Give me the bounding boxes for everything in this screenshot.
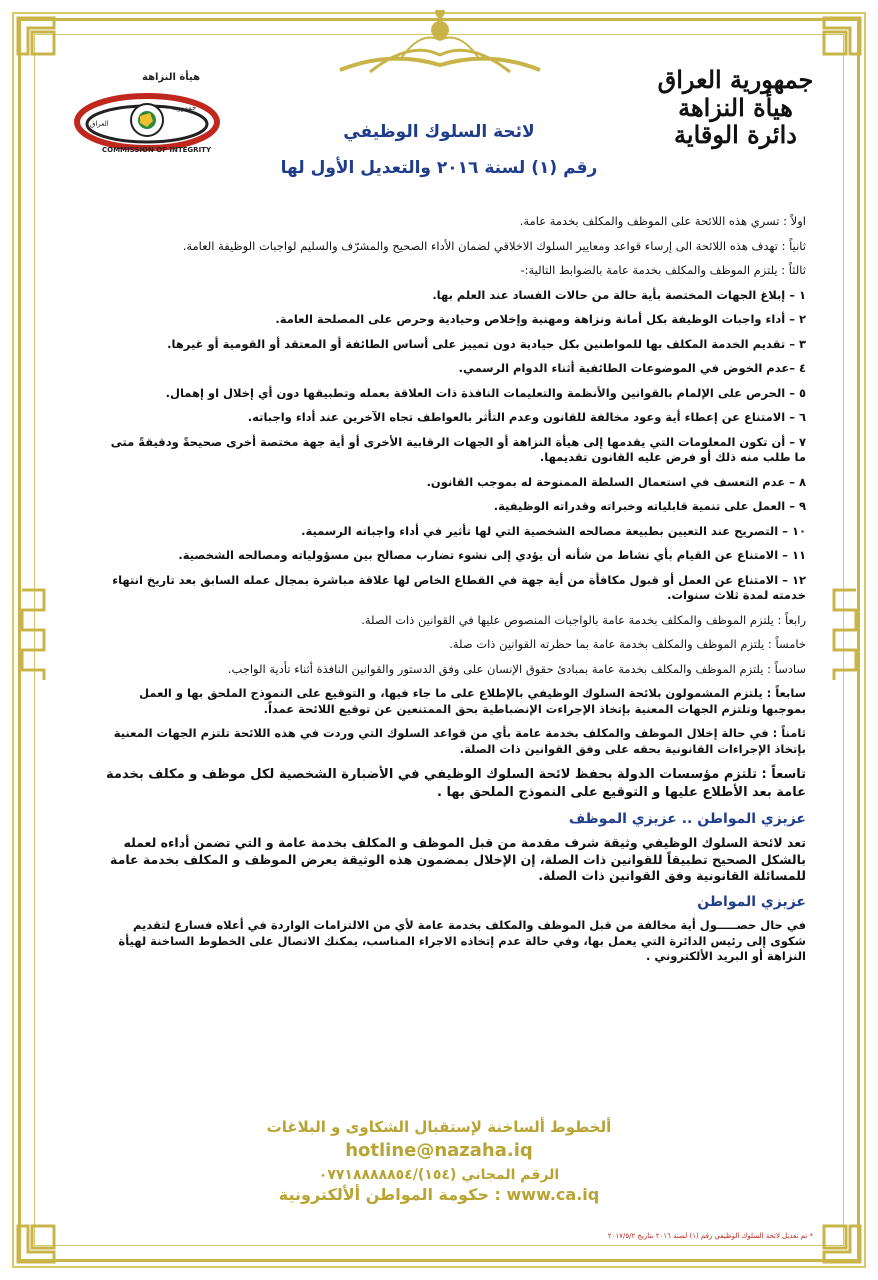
clause-first: اولاً : تسري هذه اللائحة على الموظف والمكلف بخدمة عامة.: [519, 214, 806, 228]
calligraphy-line-1: جمهورية العراق: [657, 65, 814, 94]
document-subtitle: رقم (١) لسنة ٢٠١٦ والتعديل الأول لها: [280, 158, 598, 178]
clause-sixth: سادساً : يلتزم الموظف والمكلف بخدمة عامة بمبادئ حقوق الإنسان على وفق الدستور والقوانين النافذة أثناء تأدية الواجب.: [227, 661, 806, 676]
employee-notice-heading: عزيزي المواطن .. عزيزي الموظف: [568, 811, 806, 828]
calligraphy-line-3: دائرة الوقاية: [674, 120, 797, 150]
logo-republic-text: جمهورية: [172, 104, 197, 112]
list-item: ٨ – عدم التعسف في استعمال السلطة الممنوحة له بموجب القانون.: [426, 474, 806, 489]
calligraphy-line-2: هيأة النزاهة: [678, 92, 793, 122]
free-number: الرقم المجاني (١٥٤)/٠٧٧١٨٨٨٨٨٥٤: [318, 1167, 560, 1183]
list-item: ٥ – الحرص على الإلمام بالقوانين والأنظمة والتعليمات النافذة ذات العلاقة بعمله وتطبيقها دون أي إخلال او إهمال.: [165, 385, 806, 400]
list-item: ١ – إبلاغ الجهات المختصة بأية حالة من حالات الفساد عند العلم بها.: [432, 287, 806, 302]
logo-iraq-text: العراق: [90, 120, 109, 128]
clause-third: ثالثاً : يلتزم الموظف والمكلف بخدمة عامة بالضوابط التالية:-: [520, 263, 806, 278]
hotlines-label: ألخطوط ألساخنة لإستقبال الشكاوى و البلاغات: [266, 1118, 612, 1136]
hotlines-block: [0, 1118, 878, 1204]
clause-second: ثانياً : تهدف هذه اللائحة الى إرساء قواعد ومعايير السلوك الاخلاقي لضمان الأداء الصحيح والمشرّف والسليم لواجبات الوظيفة العامة.: [182, 238, 806, 253]
citizen-notice-text: في حال حصـــــول أية مخالفة من قبل الموظف والمكلف بخدمة عامة لأي من الالتزامات الواردة في أعلاه فسارع لتقديم شكوى إلى رئيس الدائرة التي يعمل بها، وفي حالة عدم إتخاذه الاجراء المناسب، يمكنك الاتصال على الخطوط الساخنة لهيأة النزاهة أو البريد الألكتروني .: [118, 918, 806, 964]
integrity-commission-logo: [72, 72, 222, 167]
list-item: ٦ – الامتناع عن إعطاء أية وعود مخالفة للقانون وعدم التأثر بالعواطف تجاه الآخرين عند أداء واجباته.: [247, 410, 806, 425]
egov-website[interactable]: حكومة المواطن ألألكترونية : www.ca.iq: [278, 1185, 600, 1204]
corner-ornament-top-right: [820, 14, 864, 58]
corner-ornament-top-left: [14, 14, 58, 58]
clause-fifth: خامساً : يلتزم الموظف والمكلف بخدمة عامة بما حظرته القوانين ذات صلة.: [449, 637, 806, 652]
list-item: ١٢ – الامتناع عن العمل أو قبول مكافأة من أية جهة في القطاع الخاص لها علاقة مباشرة بمجال عمله السابق بعد تاريخ انتهاء خدمته لمدة ثلاث سنوات.: [112, 572, 806, 603]
logo-english-text: COMMISSION OF INTEGRITY: [102, 146, 212, 154]
list-item: ٣ – تقديم الخدمة المكلف بها للمواطنين بكل حيادية دون تمييز على أساس الطائفة أو المعتقد أو القومية أو غيرها.: [167, 336, 806, 351]
clause-seventh: سابعاً : يلتزم المشمولون بلائحة السلوك الوظيفي بالإطلاع على ما جاء فيها، و التوقيع على النموذج الملحق بها و العمل بموجبها وتلتزم الجهات المعنية بإتخاذ الإجراءت الإنضباطية بحق الممتنعين عن توقيع اللائحة عمداً.: [139, 686, 806, 716]
clause-fourth: رابعاً : يلتزم الموظف والمكلف بخدمة عامة بالواجبات المنصوص عليها في القوانين ذات الصلة.: [361, 612, 806, 627]
list-item: ٧ – أن تكون المعلومات التي يقدمها إلى هيأة النزاهة أو الجهات الرقابية الأخرى أو أية جهة مختصة أخرى صحيحةً ودقيقةً متى ما طلب منه ذلك أو فرض عليه القانون تقديمها.: [110, 434, 806, 465]
document-body: [100, 214, 806, 974]
list-item: ١١ – الامتناع عن القيام بأي نشاط من شأنه أن يؤدي إلى نشوء تضارب مصالح بين مسؤولياته ومصالحه الشخصية.: [178, 548, 806, 563]
side-ornament-left: [18, 580, 48, 690]
corner-ornament-bottom-left: [14, 1222, 58, 1266]
employee-notice-text: تعد لائحة السلوك الوظيفي وثيقة شرف مقدمة من قبل الموظف و المكلف بخدمة عامة و التي تضمن أداءه لعمله بالشكل الصحيح تطبيقاً للقوانين ذات الصلة، إن الإخلال بمضمون هذه الوثيقة يعرض الموظف و المكلف بخدمة عامة للمسائلة القانونية وفق القوانين ذات الصلة.: [110, 835, 806, 883]
logo-org-name: هيأة النزاهة: [142, 72, 201, 83]
clause-ninth: تاسعاً : تلتزم مؤسسات الدولة بحفظ لائحة السلوك الوظيفي في الأضبارة الشخصية لكل موظف و مكلف بخدمة عامة بعد الأطلاع عليها و التوقيع على النموذج الملحق بها .: [106, 767, 806, 800]
hotline-email[interactable]: hotline@nazaha.iq: [345, 1140, 533, 1161]
document-title: لائحة السلوك الوظيفي: [343, 122, 535, 142]
top-ornament: [330, 10, 550, 80]
list-item: ٩ – العمل على تنمية قابلياته وخبراته وقدراته الوظيفية.: [493, 499, 806, 514]
side-ornament-right: [830, 580, 860, 690]
amendment-footnote: * تم تعديل لائحة السلوك الوظيفي رقم (١) لسنة ٢٠١٦ بتاريخ ٢٠١٧/٥/٢: [607, 1232, 813, 1240]
corner-ornament-bottom-right: [820, 1222, 864, 1266]
list-item: ٢ – أداء واجبات الوظيفة بكل أمانة ونزاهة ومهنية وإخلاص وحيادية وحرص على المصلحة العامة.: [275, 312, 806, 327]
list-item: ٤ –عدم الخوض في الموضوعات الطائفية أثناء الدوام الرسمي.: [458, 361, 806, 376]
list-item: ١٠ – التصريح عند التعيين بطبيعة مصالحه الشخصية التي لها تأثير في أداء واجباته الرسمية.: [301, 523, 806, 538]
clause-eighth: ثامناً : في حالة إخلال الموظف والمكلف بخدمة عامة بأي من قواعد السلوك التي وردت في هذه اللائحة تلتزم الجهات المعنية بإتخاذ الإجراءات القانونية بحقه على وفق القوانين ذات الصلة.: [113, 726, 806, 756]
citizen-notice-heading: عزيزي المواطن: [697, 894, 806, 911]
